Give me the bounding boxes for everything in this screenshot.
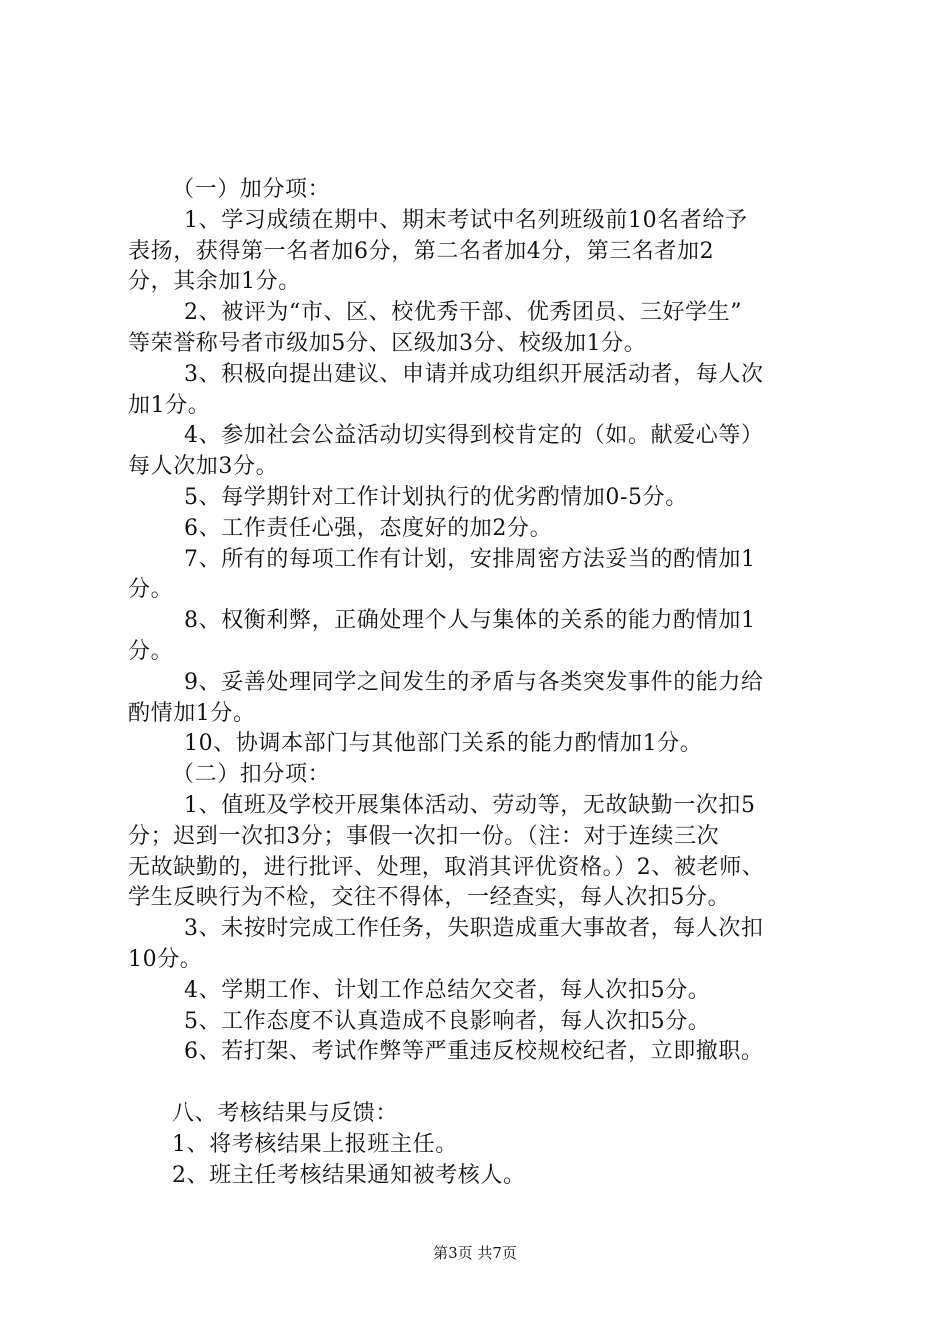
paragraph-line: 5、每学期针对工作计划执行的优劣酌情加0-5分。	[184, 484, 688, 510]
paragraph-line: 酌情加1分。	[128, 700, 256, 726]
section-heading-bonus: （一）加分项：	[172, 177, 331, 202]
paragraph-line: 分，其余加1分。	[128, 269, 301, 295]
paragraph-line: 每人次加3分。	[128, 454, 279, 480]
paragraph-line: 8、权衡利弊，正确处理个人与集体的关系的能力酌情加1	[184, 608, 756, 634]
paragraph-line: 分；迟到一次扣3分；事假一次扣一份。（注：对于连续三次	[128, 823, 720, 849]
paragraph-line: 1、值班及学校开展集体活动、劳动等，无故缺勤一次扣5	[184, 792, 756, 818]
paragraph-line: 无故缺勤的，进行批评、处理，取消其评优资格。）2、被老师、	[128, 854, 765, 880]
paragraph-line: 学生反映行为不检，交往不得体，一经查实，每人次扣5分。	[128, 885, 731, 911]
paragraph-line: 6、工作责任心强，态度好的加2分。	[184, 515, 553, 541]
paragraph-line: 4、参加社会公益活动切实得到校肯定的（如。献爱心等）	[184, 423, 764, 449]
document-body	[128, 175, 834, 1191]
paragraph-line: 4、学期工作、计划工作总结欠交者，每人次扣5分。	[184, 977, 711, 1003]
section-heading-results: 八、考核结果与反馈：	[172, 1100, 399, 1126]
paragraph-line: 6、若打架、考试作弊等严重违反校规校纪者，立即撤职。	[184, 1039, 764, 1065]
paragraph-line: 加1分。	[128, 392, 211, 418]
paragraph-line: 3、未按时完成工作任务，失职造成重大事故者，每人次扣	[184, 916, 764, 942]
paragraph-line: 2、班主任考核结果通知被考核人。	[172, 1162, 526, 1188]
paragraph-line: 2、被评为“市、区、校优秀干部、优秀团员、三好学生”	[184, 300, 743, 326]
paragraph-line: 分。	[128, 638, 174, 664]
paragraph-line: 10、协调本部门与其他部门关系的能力酌情加1分。	[184, 731, 703, 757]
paragraph-line: 表扬，获得第一名者加6分，第二名者加4分，第三名者加2	[128, 238, 715, 264]
paragraph-line: 7、所有的每项工作有计划，安排周密方法妥当的酌情加1	[184, 546, 756, 572]
paragraph-spacer	[128, 1068, 834, 1099]
paragraph-line: 9、妥善处理同学之间发生的矛盾与各类突发事件的能力给	[184, 669, 764, 695]
paragraph-line: 1、将考核结果上报班主任。	[172, 1131, 458, 1157]
paragraph-line: 分。	[128, 577, 174, 603]
paragraph-line: 5、工作态度不认真造成不良影响者，每人次扣5分。	[184, 1008, 711, 1034]
paragraph-line: 10分。	[128, 946, 203, 972]
paragraph-line: 等荣誉称号者市级加5分、区级加3分、校级加1分。	[128, 330, 647, 356]
paragraph-line: 3、积极向提出建议、申请并成功组织开展活动者，每人次	[184, 361, 764, 387]
paragraph-line: 1、学习成绩在期中、期末考试中名列班级前10名者给予	[184, 207, 748, 233]
page-footer: 第3页 共7页	[433, 1244, 517, 1262]
section-heading-deduction: （二）扣分项：	[172, 762, 331, 788]
